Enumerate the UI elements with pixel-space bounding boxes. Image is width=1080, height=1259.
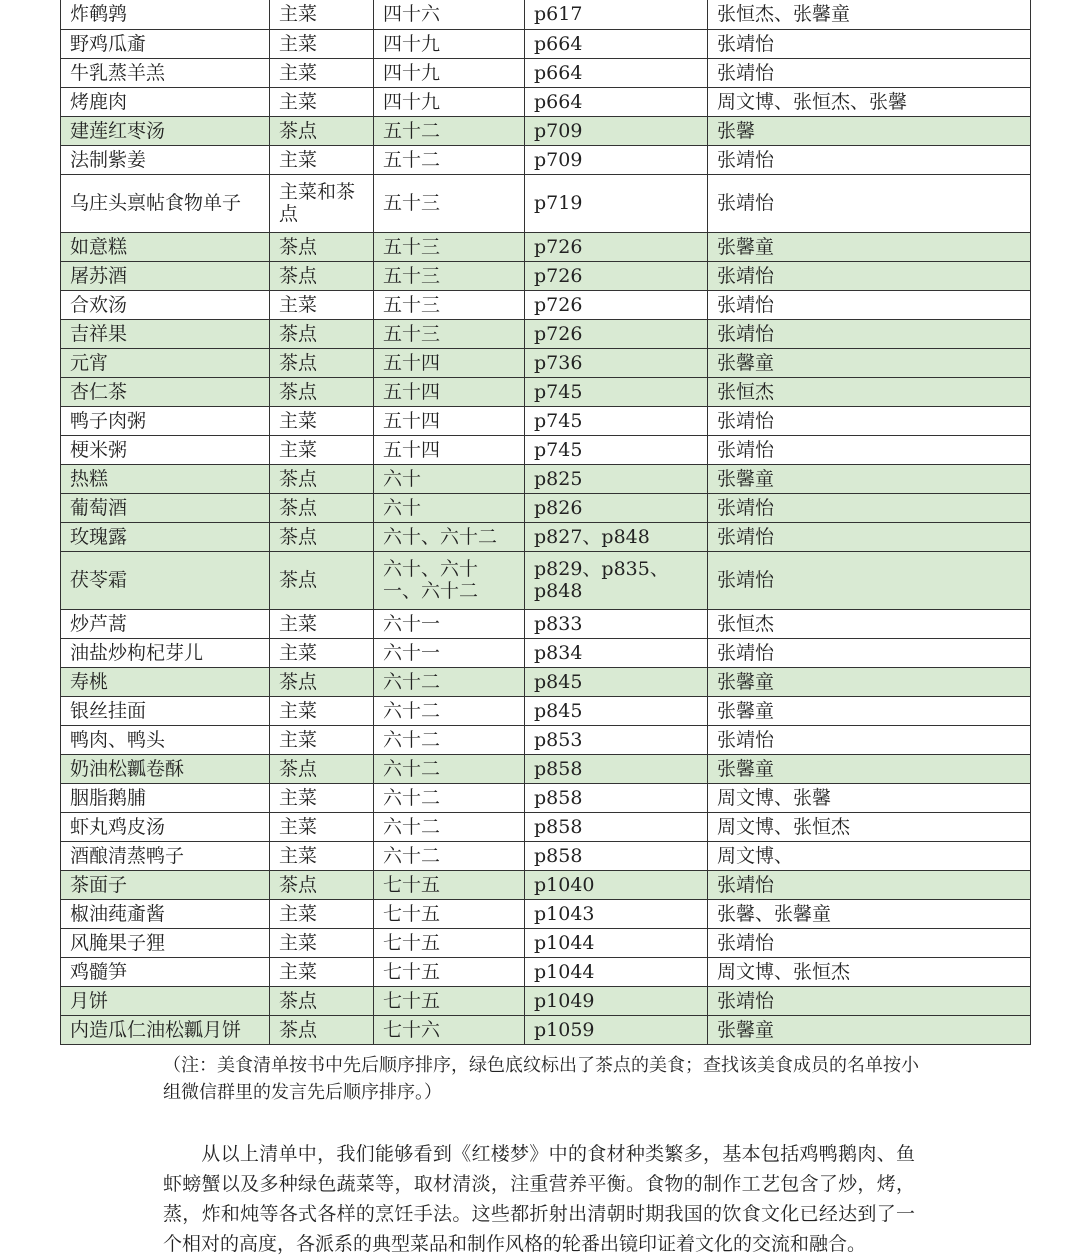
food-type-cell: 茶点: [270, 319, 374, 348]
chapter-cell: 六十一: [374, 609, 525, 638]
page-cell: p858: [525, 754, 708, 783]
food-name-cell: 梗米粥: [61, 435, 270, 464]
table-row: [61, 841, 1031, 870]
chapter-cell: 四十九: [374, 87, 525, 116]
members-cell: 张馨童: [708, 667, 1031, 696]
food-list-table: [60, 0, 1031, 1045]
chapter-cell: 七十五: [374, 928, 525, 957]
members-cell: 张馨童: [708, 232, 1031, 261]
food-name-cell: 野鸡瓜齑: [61, 29, 270, 58]
food-name-cell: 建莲红枣汤: [61, 116, 270, 145]
chapter-cell: 六十一: [374, 638, 525, 667]
food-type-cell: 茶点: [270, 377, 374, 406]
page-cell: p1043: [525, 899, 708, 928]
chapter-cell: 五十四: [374, 435, 525, 464]
table-row: [61, 899, 1031, 928]
food-name-cell: 屠苏酒: [61, 261, 270, 290]
table-row: [61, 87, 1031, 116]
food-type-cell: 主菜: [270, 696, 374, 725]
members-cell: 张靖怡: [708, 725, 1031, 754]
members-cell: 张靖怡: [708, 319, 1031, 348]
food-type-cell: 主菜: [270, 638, 374, 667]
food-name-cell: 鸭子肉粥: [61, 406, 270, 435]
members-cell: 周文博、张恒杰: [708, 812, 1031, 841]
food-name-cell: 油盐炒枸杞芽儿: [61, 638, 270, 667]
food-type-cell: 主菜: [270, 957, 374, 986]
food-name-cell: 杏仁茶: [61, 377, 270, 406]
members-cell: 张靖怡: [708, 174, 1031, 232]
members-cell: 张馨童: [708, 754, 1031, 783]
table-note: （注：美食清单按书中先后顺序排序，绿色底纹标出了茶点的美食；查找该美食成员的名单按小组微信群里的发言先后顺序排序。）: [163, 1055, 919, 1103]
food-type-cell: 主菜: [270, 145, 374, 174]
page-cell: p617: [525, 0, 708, 29]
page-cell: p664: [525, 29, 708, 58]
page-cell: p845: [525, 667, 708, 696]
chapter-cell: 六十、六十二: [374, 522, 525, 551]
page-cell: p664: [525, 87, 708, 116]
food-type-cell: 茶点: [270, 986, 374, 1015]
page-cell: p826: [525, 493, 708, 522]
food-name-cell: 炒芦蒿: [61, 609, 270, 638]
page-cell: p709: [525, 145, 708, 174]
food-name-cell: 元宵: [61, 348, 270, 377]
page-cell: p1049: [525, 986, 708, 1015]
food-type-cell: 茶点: [270, 232, 374, 261]
page-cell: p827、p848: [525, 522, 708, 551]
food-type-cell: 茶点: [270, 522, 374, 551]
page-cell: p736: [525, 348, 708, 377]
chapter-cell: 七十五: [374, 870, 525, 899]
food-name-cell: 烤鹿肉: [61, 87, 270, 116]
food-name-cell: 鸡髓笋: [61, 957, 270, 986]
food-name-cell: 玫瑰露: [61, 522, 270, 551]
chapter-cell: 五十二: [374, 116, 525, 145]
page-cell: p858: [525, 783, 708, 812]
members-cell: 周文博、张恒杰、张馨: [708, 87, 1031, 116]
food-type-cell: 茶点: [270, 464, 374, 493]
members-cell: 周文博、张恒杰: [708, 957, 1031, 986]
table-row: [61, 145, 1031, 174]
food-name-cell: 乌庄头禀帖食物单子: [61, 174, 270, 232]
table-row: [61, 174, 1031, 232]
members-cell: 张馨童: [708, 696, 1031, 725]
members-cell: 张馨: [708, 116, 1031, 145]
food-type-cell: 主菜: [270, 406, 374, 435]
members-cell: 周文博、张馨: [708, 783, 1031, 812]
table-row: [61, 957, 1031, 986]
page-cell: p1044: [525, 957, 708, 986]
table-row-tea: [61, 667, 1031, 696]
page-cell: p853: [525, 725, 708, 754]
page-cell: p745: [525, 435, 708, 464]
chapter-cell: 五十三: [374, 174, 525, 232]
food-type-cell: 茶点: [270, 667, 374, 696]
members-cell: 张恒杰: [708, 377, 1031, 406]
chapter-cell: 六十二: [374, 783, 525, 812]
table-row: [61, 0, 1031, 29]
summary-paragraph-text: 从以上清单中，我们能够看到《红楼梦》中的食材种类繁多，基本包括鸡鸭鹅肉、鱼虾螃蟹以及多种绿色蔬菜等，取材清淡，注重营养平衡。食物的制作工艺包含了炒，烤，蒸，炸和炖等各式各样的烹饪手法。这些都折射出清朝时期我国的饮食文化已经达到了一个相对的高度，各派系的典型菜品和制作风格的轮番出镜印证着文化的交流和融合。: [163, 1143, 915, 1255]
members-cell: 张恒杰、张馨童: [708, 0, 1031, 29]
food-name-cell: 奶油松瓤卷酥: [61, 754, 270, 783]
chapter-cell: 五十三: [374, 261, 525, 290]
food-type-cell: 主菜: [270, 899, 374, 928]
table-row-tea: [61, 870, 1031, 899]
food-name-cell: 如意糕: [61, 232, 270, 261]
food-type-cell: 茶点: [270, 1015, 374, 1044]
table-row: [61, 29, 1031, 58]
table-row-tea: [61, 232, 1031, 261]
members-cell: 张靖怡: [708, 261, 1031, 290]
table-row-tea: [61, 377, 1031, 406]
food-name-cell: 酒酿清蒸鸭子: [61, 841, 270, 870]
food-name-cell: 虾丸鸡皮汤: [61, 812, 270, 841]
table-row-tea: [61, 551, 1031, 609]
members-cell: 张靖怡: [708, 406, 1031, 435]
food-type-cell: 茶点: [270, 754, 374, 783]
table-row-tea: [61, 493, 1031, 522]
food-type-cell: 茶点: [270, 261, 374, 290]
chapter-cell: 五十四: [374, 406, 525, 435]
food-name-cell: 法制紫姜: [61, 145, 270, 174]
page-cell: p834: [525, 638, 708, 667]
food-type-cell: 茶点: [270, 493, 374, 522]
page-cell: p745: [525, 406, 708, 435]
table-row-tea: [61, 986, 1031, 1015]
page-cell: p709: [525, 116, 708, 145]
food-name-cell: 炸鹌鹑: [61, 0, 270, 29]
members-cell: 张恒杰: [708, 609, 1031, 638]
members-cell: 张靖怡: [708, 58, 1031, 87]
members-cell: 张靖怡: [708, 29, 1031, 58]
food-type-cell: 茶点: [270, 116, 374, 145]
food-type-cell: 主菜: [270, 609, 374, 638]
chapter-cell: 四十九: [374, 29, 525, 58]
page-cell: p829、p835、p848: [525, 551, 708, 609]
food-name-cell: 银丝挂面: [61, 696, 270, 725]
food-name-cell: 葡萄酒: [61, 493, 270, 522]
page-cell: p664: [525, 58, 708, 87]
page-cell: p726: [525, 261, 708, 290]
food-type-cell: 主菜: [270, 29, 374, 58]
food-type-cell: 主菜: [270, 812, 374, 841]
page-cell: p726: [525, 319, 708, 348]
members-cell: 张靖怡: [708, 870, 1031, 899]
table-row-tea: [61, 522, 1031, 551]
page-cell: p833: [525, 609, 708, 638]
members-cell: 张靖怡: [708, 522, 1031, 551]
members-cell: 张靖怡: [708, 493, 1031, 522]
food-type-cell: 茶点: [270, 870, 374, 899]
food-type-cell: 主菜: [270, 58, 374, 87]
page-cell: p1040: [525, 870, 708, 899]
food-type-cell: 主菜: [270, 725, 374, 754]
chapter-cell: 六十二: [374, 754, 525, 783]
food-type-cell: 主菜: [270, 783, 374, 812]
chapter-cell: 六十: [374, 493, 525, 522]
members-cell: 张靖怡: [708, 928, 1031, 957]
chapter-cell: 六十二: [374, 812, 525, 841]
food-name-cell: 鸭肉、鸭头: [61, 725, 270, 754]
chapter-cell: 六十、六十一、六十二: [374, 551, 525, 609]
food-table-body: [61, 0, 1031, 1044]
food-type-cell: 主菜: [270, 435, 374, 464]
food-name-cell: 茶面子: [61, 870, 270, 899]
food-name-cell: 合欢汤: [61, 290, 270, 319]
table-row: [61, 58, 1031, 87]
food-name-cell: 月饼: [61, 986, 270, 1015]
summary-paragraph: [163, 1139, 915, 1259]
table-row: [61, 435, 1031, 464]
members-cell: 张靖怡: [708, 638, 1031, 667]
chapter-cell: 五十二: [374, 145, 525, 174]
table-row-tea: [61, 464, 1031, 493]
chapter-cell: 六十二: [374, 696, 525, 725]
chapter-cell: 五十三: [374, 319, 525, 348]
food-name-cell: 风腌果子狸: [61, 928, 270, 957]
table-row: [61, 638, 1031, 667]
table-row-tea: [61, 261, 1031, 290]
chapter-cell: 六十二: [374, 841, 525, 870]
members-cell: 张靖怡: [708, 145, 1031, 174]
page-cell: p726: [525, 232, 708, 261]
food-name-cell: 吉祥果: [61, 319, 270, 348]
food-type-cell: 主菜: [270, 87, 374, 116]
food-type-cell: 主菜和茶点: [270, 174, 374, 232]
page-cell: p845: [525, 696, 708, 725]
food-name-cell: 内造瓜仁油松瓤月饼: [61, 1015, 270, 1044]
table-row-tea: [61, 348, 1031, 377]
table-row-tea: [61, 1015, 1031, 1044]
chapter-cell: 六十二: [374, 667, 525, 696]
members-cell: 张馨童: [708, 1015, 1031, 1044]
chapter-cell: 五十三: [374, 290, 525, 319]
chapter-cell: 四十六: [374, 0, 525, 29]
page-cell: p1059: [525, 1015, 708, 1044]
table-row: [61, 812, 1031, 841]
table-row: [61, 290, 1031, 319]
table-row-tea: [61, 116, 1031, 145]
page-cell: p825: [525, 464, 708, 493]
food-name-cell: 胭脂鹅脯: [61, 783, 270, 812]
chapter-cell: 六十二: [374, 725, 525, 754]
table-row: [61, 928, 1031, 957]
page-cell: p726: [525, 290, 708, 319]
food-name-cell: 热糕: [61, 464, 270, 493]
members-cell: 张馨童: [708, 348, 1031, 377]
table-row: [61, 783, 1031, 812]
table-row-tea: [61, 319, 1031, 348]
page-cell: p745: [525, 377, 708, 406]
chapter-cell: 五十四: [374, 348, 525, 377]
table-row: [61, 609, 1031, 638]
food-type-cell: 主菜: [270, 0, 374, 29]
chapter-cell: 七十五: [374, 899, 525, 928]
food-type-cell: 茶点: [270, 348, 374, 377]
chapter-cell: 五十四: [374, 377, 525, 406]
page-cell: p1044: [525, 928, 708, 957]
table-row: [61, 725, 1031, 754]
chapter-cell: 六十: [374, 464, 525, 493]
members-cell: 张馨、张馨童: [708, 899, 1031, 928]
table-row: [61, 406, 1031, 435]
members-cell: 张馨童: [708, 464, 1031, 493]
chapter-cell: 七十六: [374, 1015, 525, 1044]
table-row-tea: [61, 754, 1031, 783]
food-name-cell: 茯苓霜: [61, 551, 270, 609]
members-cell: 张靖怡: [708, 551, 1031, 609]
food-name-cell: 牛乳蒸羊羔: [61, 58, 270, 87]
food-name-cell: 椒油莼齑酱: [61, 899, 270, 928]
page-cell: p858: [525, 812, 708, 841]
food-type-cell: 茶点: [270, 551, 374, 609]
food-type-cell: 主菜: [270, 841, 374, 870]
chapter-cell: 五十三: [374, 232, 525, 261]
members-cell: 张靖怡: [708, 290, 1031, 319]
members-cell: 周文博、: [708, 841, 1031, 870]
chapter-cell: 七十五: [374, 986, 525, 1015]
food-type-cell: 主菜: [270, 290, 374, 319]
page-cell: p719: [525, 174, 708, 232]
chapter-cell: 七十五: [374, 957, 525, 986]
food-type-cell: 主菜: [270, 928, 374, 957]
table-row: [61, 696, 1031, 725]
members-cell: 张靖怡: [708, 986, 1031, 1015]
members-cell: 张靖怡: [708, 435, 1031, 464]
food-name-cell: 寿桃: [61, 667, 270, 696]
chapter-cell: 四十九: [374, 58, 525, 87]
page-cell: p858: [525, 841, 708, 870]
